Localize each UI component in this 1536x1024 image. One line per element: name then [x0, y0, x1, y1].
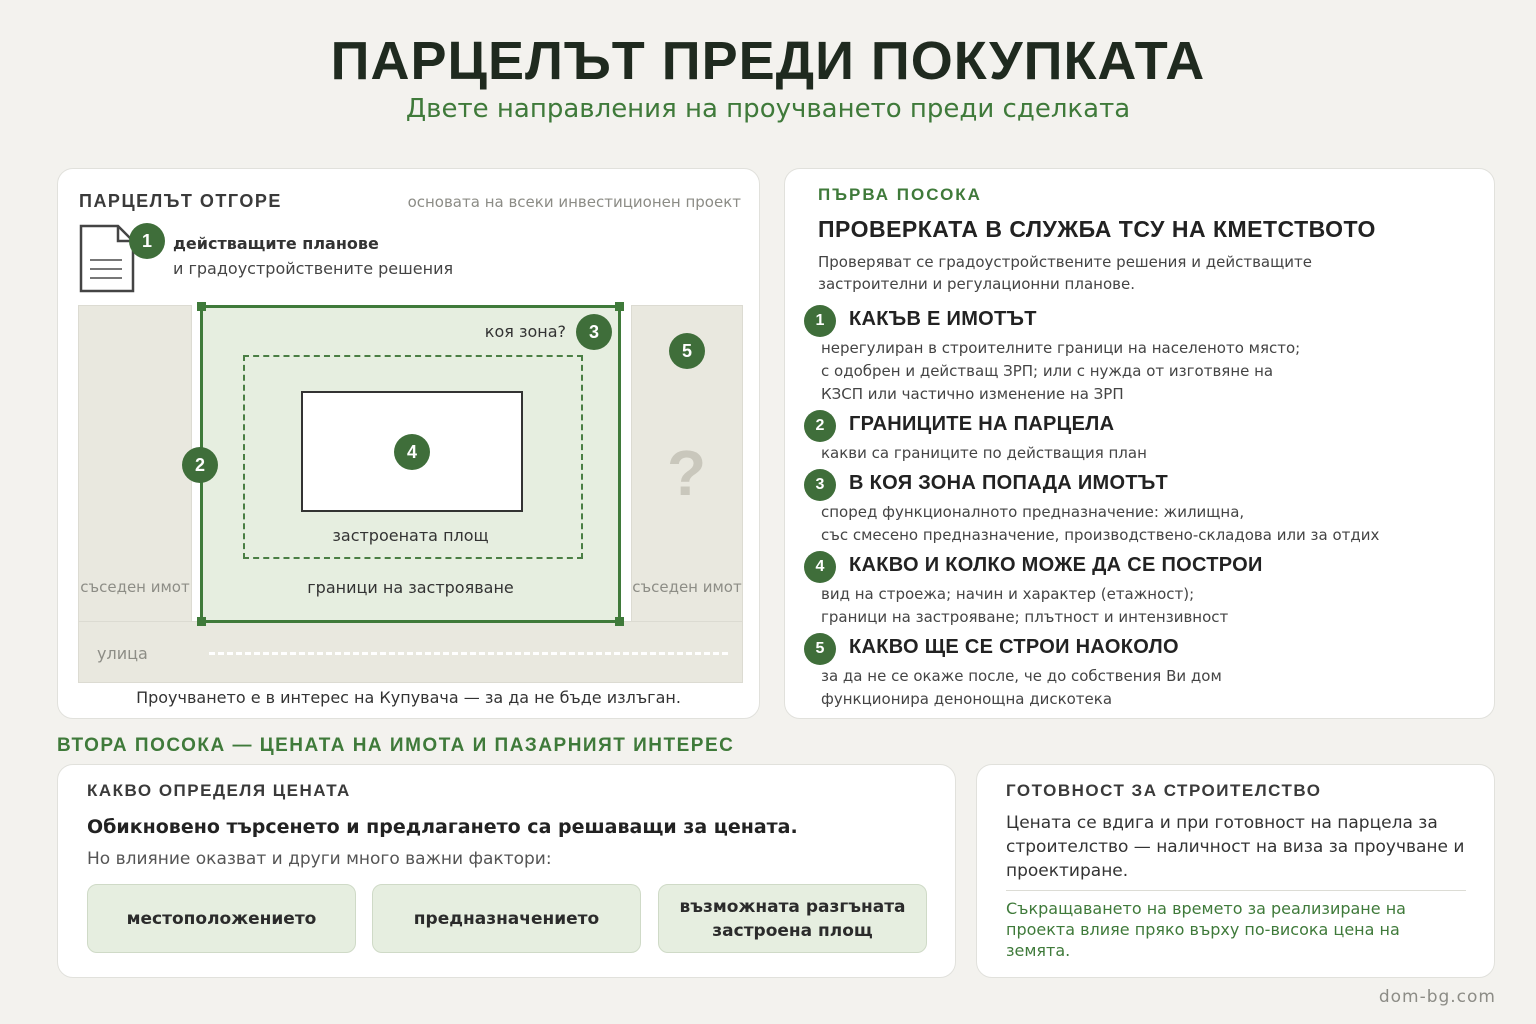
marker-1: 1 [129, 223, 165, 259]
page-title: ПАРЦЕЛЪТ ПРЕДИ ПОКУПКАТА [330, 31, 1206, 91]
step-line: с одобрен и действащ ЗРП; или с нужда от изготвяне на [821, 362, 1274, 380]
marker-4: 4 [394, 434, 430, 470]
plot-card-footer: Проучването е в интерес на Купувача — за да не бъде излъган. [136, 688, 681, 707]
step-number: 5 [804, 633, 836, 665]
step-line: какви са границите по действащия план [821, 444, 1147, 462]
first-direction-title: ПРОВЕРКАТА В СЛУЖБА ТСУ НА КМЕТСТВОТО [818, 216, 1376, 242]
step-body [821, 665, 1451, 711]
question-mark: ? [667, 437, 707, 509]
zone-label: коя зона? [484, 322, 566, 341]
step-title: КАКВО И КОЛКО МОЖЕ ДА СЕ ПОСТРОИ [849, 554, 1263, 576]
intro-line: застроителни и регулационни планове. [818, 275, 1135, 293]
neighbor-label-right: съседен имот [632, 578, 742, 596]
step-number: 1 [804, 305, 836, 337]
step-body [821, 442, 1451, 465]
street-centerline [209, 652, 728, 655]
document-icon [78, 224, 136, 294]
price-card-sub: Но влияние оказват и други много важни фактори: [87, 849, 552, 869]
price-factors-card [57, 764, 956, 978]
step-line: вид на строежа; начин и характер (етажност); [821, 585, 1195, 603]
built-area [301, 391, 523, 512]
parcel-corner [615, 617, 624, 626]
divider [1006, 890, 1466, 891]
marker-5: 5 [669, 333, 705, 369]
intro-line: Проверяват се градоустройствените решения и действащите [818, 253, 1312, 271]
parcel-corner [197, 617, 206, 626]
step-title: ГРАНИЦИТЕ НА ПАРЦЕЛА [849, 413, 1115, 435]
page-subtitle: Двете направления на проучването преди сделката [405, 94, 1131, 124]
plans-line-1: действащите планове [173, 234, 379, 253]
neighbor-plot-left [78, 305, 192, 623]
parcel-corner [197, 302, 206, 311]
step-number: 2 [804, 410, 836, 442]
factor-built-area: възможната разгъната застроена площ [658, 884, 927, 953]
step-line: функционира денонощна дискотека [821, 690, 1113, 708]
plans-line-2: и градоустройствените решения [173, 259, 454, 278]
parcel-corner [615, 302, 624, 311]
readiness-text: Цената се вдига и при готовност на парцела за строителство — наличност на виза за проучване и проектиране. [1006, 813, 1465, 881]
first-direction-intro [818, 251, 1458, 295]
readiness-heading: ГОТОВНОСТ ЗА СТРОИТЕЛСТВО [1006, 781, 1322, 800]
price-card-heading: КАКВО ОПРЕДЕЛЯ ЦЕНАТА [87, 781, 351, 800]
step-title: В КОЯ ЗОНА ПОПАДА ИМОТЪТ [849, 472, 1169, 494]
step-body [821, 337, 1451, 406]
step-number: 3 [804, 469, 836, 501]
step-line: граници на застрояване; плътност и интензивност [821, 608, 1229, 626]
neighbor-plot-right [631, 305, 743, 623]
street-label: улица [97, 644, 148, 663]
factor-purpose: предназначението [372, 884, 641, 953]
factor-location: местоположението [87, 884, 356, 953]
first-direction-kicker: ПЪРВА ПОСОКА [818, 185, 982, 204]
first-direction-card [784, 168, 1495, 719]
step-title: КАКЪВ Е ИМОТЪТ [849, 308, 1037, 330]
plot-card-note: основата на всеки инвестиционен проект [407, 193, 741, 211]
plot-diagram [78, 305, 743, 683]
step-number: 4 [804, 551, 836, 583]
step-body [821, 583, 1451, 629]
step-line: според функционалното предназначение: жилищна, [821, 503, 1245, 521]
marker-3: 3 [576, 314, 612, 350]
building-limit-label: граници на застрояване [307, 578, 514, 597]
plot-card-heading: ПАРЦЕЛЪТ ОТГОРЕ [79, 191, 282, 211]
parcel-boundary [194, 305, 621, 623]
step-line: за да не се окаже после, че до собствения Ви дом [821, 667, 1222, 685]
street [78, 621, 743, 683]
site-credit: dom-bg.com [1378, 987, 1496, 1007]
marker-2: 2 [182, 447, 218, 483]
step-line: със смесено предназначение, производствено-складова или за отдих [821, 526, 1380, 544]
step-line: КЗСП или частично изменение на ЗРП [821, 385, 1124, 403]
step-title: КАКВО ЩЕ СЕ СТРОИ НАОКОЛО [849, 636, 1179, 658]
neighbor-label-left: съседен имот [80, 578, 190, 596]
price-card-lead: Обикновено търсенето и предлагането са решаващи за цената. [87, 816, 798, 838]
built-area-label: застроената площ [332, 526, 489, 545]
readiness-card [976, 764, 1495, 978]
step-body [821, 501, 1451, 547]
readiness-note: Съкращаването на времето за реализиране на проекта влияе пряко върху по-висока цена на земята. [1006, 899, 1406, 960]
step-line: нерегулиран в строителните граници на населеното място; [821, 339, 1301, 357]
plot-card [57, 168, 760, 719]
second-direction-kicker: ВТОРА ПОСОКА — ЦЕНАТА НА ИМОТА И ПАЗАРНИЯТ ИНТЕРЕС [57, 735, 735, 756]
